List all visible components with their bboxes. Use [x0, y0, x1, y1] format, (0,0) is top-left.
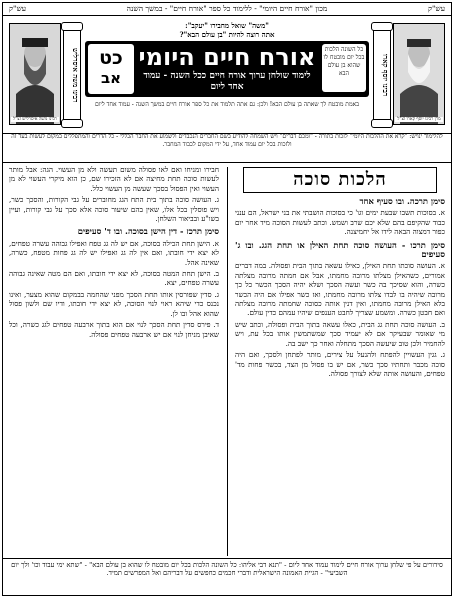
masthead-center	[85, 21, 369, 129]
right-scroll-banner	[373, 25, 391, 125]
masthead	[3, 15, 451, 134]
halacha-paragraph: ג. גגין העשויין להפתח ולהנעל על צירים, מותר לפתחן ולסכך, ואם היה סוכה מכבר ותחתיו סכך כשר, אם יש בו פסול מן הצד, בכשר פחות מד' טפחים, והעושה אותה שלא לצורך פסולה.	[235, 350, 445, 378]
halacha-paragraph: ג. סדין שפורסין אותו תחת הסכך מפני שהחמה בבמקום שהוא מצער, ואינו נכנס כדי שיהא ראוי לנוי הסוכה, לא יצא ידי חובתו, ודיו שם ולשון פסול שהוא אהל ובו לן.	[9, 289, 219, 318]
halacha-paragraph: א. הישן תחת הכילה בסוכה, אם יש לה גג טפח ואפילו גבוהה עשרה טפחים, לא יצא ידי חובתו, ואם אין לה גג ואפילו יש לה גג פחות מטפח, כשרה, שאינה אהל.	[9, 238, 219, 267]
rabbi-portrait-icon	[394, 24, 444, 124]
halacha-paragraph: ג. העושה סוכה בתוך בית התח הגג מחוברים על גבי הקורות, והסכך כשר, ויש פוסלין בכל אלו, שאין בהם שיעור סוכה אלא סכך על גבי קורות, ועיין בשו"ע ובביאור השלחן.	[9, 195, 219, 224]
halacha-paragraph: ב. העושה סוכה תחת גג הבית, כאלו עשאה בתוך הבית ופסולה, וכתב שיש מי שאומר שבעיקר אם לא יעמיד סכך שמשתמשין אותו בכל עת, ויש להחמיר ולכן טוב שיעשה הסכך מתחלה ואחר כך ישב בה.	[235, 319, 445, 348]
siman-heading: סימן תרכו - העושה סוכה תחת האילן או תחת הגג. ובו ג' סעיפים	[235, 239, 445, 260]
right-scroll-text: רבינו יוסף קארו	[381, 53, 390, 97]
side-note-box: כל השונה הלכות בכל יום מובטח לו שהוא בן עולם הבא	[322, 44, 366, 92]
halacha-paragraph: א. בסוכות תשבו שבעת ימים וגו' כי בסוכות הושבתי את בני ישראל, הם ענני כבוד שהקיפם בהם שלא יכם שרב ושמש. וכתב לעשות הסוכה מיד אחר יום כפור דמצוה הבאה לידו אל יחמיצנה.	[235, 208, 445, 237]
date-day: כט	[99, 47, 123, 69]
top-strip-right: עש"ק	[427, 4, 445, 13]
left-column-blocks	[9, 165, 219, 339]
publication-subtitle: לימוד שולחן ערוך אורח חיים ככל השנה - עמוד אחד ליום	[143, 71, 311, 92]
siman-heading: סימן תרכז - דין הישן בסוכה. ובו ד' סעיפים	[77, 226, 219, 237]
left-column	[9, 165, 219, 560]
halacha-paragraph: ד. פירס סדין תחת הסכך לנוי אם הוא בתוך ארבעה טפחים לגג כשרה, וכל שאיבן מניחן לנוי אם יש ארבעה טפחים פסולה.	[9, 320, 219, 339]
siman-heading: סימן תרכה. ובו סעיף אחד	[359, 196, 445, 206]
halacha-paragraph: ב. הישן תחת המטה בסוכה, לא יצא ידי חובתו, ואם הם מטה שאינה גבוהה עשרה טפחים, יצא.	[9, 269, 219, 288]
date-box	[88, 44, 134, 94]
date-month: אב	[100, 69, 122, 87]
content-columns	[3, 163, 451, 560]
title-box	[85, 41, 369, 97]
section-title: הלכות סוכה	[243, 167, 437, 193]
masthead-line-1: "משה" שואל מחבירו "יעקב":	[185, 21, 269, 30]
left-portrait	[9, 23, 61, 125]
right-column-blocks	[235, 197, 445, 378]
right-column	[235, 165, 445, 560]
masthead-line-3: באמת מובטח לך שאתה בן עולם הבא! ולכן: גם אתה תלמוד את כל ספר אורח חיים במשך השנה - עמוד אחד ליום	[94, 101, 359, 108]
top-strip-center: מכון "אורח חיים היומי" - ללימוד כל ספר "אורח חיים" - במשך השנה	[126, 4, 328, 13]
top-strip-left: עש"ק	[9, 4, 27, 13]
masthead-line-2: אתה רוצה להיות "בן עולם הבא"?	[179, 30, 275, 39]
right-portrait	[393, 23, 445, 125]
notice-bar: להלימוד ינויש: "קרא את ההלכות היומי" לזכות בתורה - "ומכם דברים" ויש השמחה להודיע בשם החברים הנכבדים ולשמוע את החבר הכללי - כל הדרים והמתפללים במקום לעשות בעד זה ולזכות בכל יום עמוד אחד, על ידי המקום לכבוד המחבר.	[3, 133, 451, 163]
left-scroll-banner	[63, 25, 81, 125]
column-divider	[227, 167, 228, 556]
rabbi-portrait-icon	[10, 24, 60, 124]
left-scroll-text: רבינו משה איסרליש	[71, 47, 80, 103]
left-portrait-caption: רבינו משה איסרליש זצ"ל	[11, 117, 59, 122]
halacha-paragraph: א. העושה סוכתו תחת האילן, כאילו עשאה בתוך הבית ופסולה. במה דברים אמורים, כשהאילן מצלתו מרובה מחמתו, אבל אם חמתה מרובה מצלתה כשרה, והוא שסיכך בה כשר ועשה הסכך ושלא יהיה הסכך הכשר כל כך מרובה שיהיה בו לבדו צלתו מרובה מחמתו, ואז כשר אפילו אם היה הכשר בלא האילן מרובה מחמתו, ואין דנין אותה כסוכה שחמתה מרובה מצלתה ואם חבטן כשרה. ומשמע שצריך לחבט הענפים שיהיו עמהם כדין עולם.	[235, 261, 445, 318]
publication-title: אורח חיים היומי	[138, 43, 316, 71]
halacha-paragraph: חבירו ומניחו ואם לאו פסולה משום תעשה ולא מן העשוי. הגה: אבל מותר לעשות סוכה תחת מחיצה אם לא הזכירו שם, כן הוא מיקרי העשוי לא מן העשוי ואין הפסול בסכך שעשה מן העשוי כלל.	[9, 165, 219, 193]
newsletter-page	[2, 2, 452, 596]
footer-text: סידורים על פי שלחן ערוך אורח חיים לימוד עמוד אחד ליום - "תנא דבי אליהו: כל השונה הלכות בכל יום מובטח לו שהוא בן עולם הבא" - "שתא ימי עבוד וכו' ולך יום השביעי" - הגיית האמונה הישראלית ודברי חכמים כחפשים על דבריהם ואל המפרשים תמיד.	[3, 558, 451, 595]
right-portrait-caption: מרן רבינו יוסף קארו זצ"ל	[395, 117, 443, 122]
